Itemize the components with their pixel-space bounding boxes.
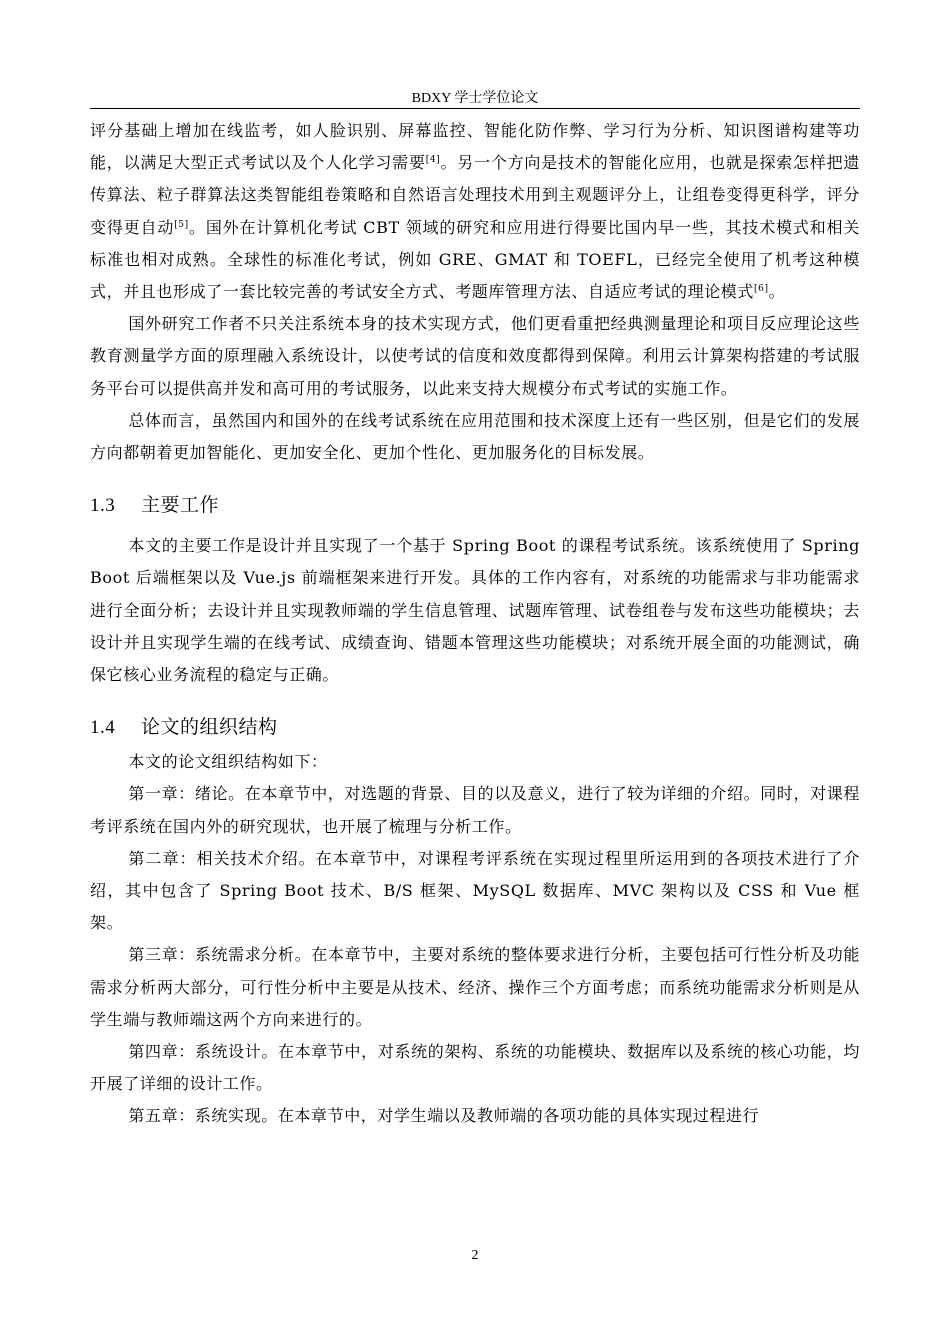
intro-p1-part-b: 。另一个方向是技术的智能化应用，也就是探索怎样把遗传算法、粒子群算法这类智能组卷策略和自然语言处理技术用到主观题评分上，让组卷变得更科学，评分变得更自动	[90, 153, 860, 237]
citation-4: [4]	[425, 155, 441, 166]
intro-paragraph-1	[90, 115, 860, 308]
section-title: 主要工作	[141, 494, 220, 517]
intro-paragraph-2: 国外研究工作者不只关注系统本身的技术实现方式，他们更看重把经典测量理论和项目反应理论这些教育测量学方面的原理融入系统设计，以使考试的信度和效度都得到保障。利用云计算架构搭建的考试服务平台可以提供高并发和高可用的考试服务，以此来支持大规模分布式考试的实施工作。	[90, 314, 860, 398]
citation-6: [6]	[754, 284, 769, 295]
intro-p1-part-a: 评分基础上增加在线监考，如人脸识别、屏幕监控、智能化防作弊、学习行为分析、知识图谱构建等功能，以满足大型正式考试以及个人化学习需要	[90, 121, 860, 173]
chapter-3-summary: 第三章：系统需求分析。在本章节中，主要对系统的整体要求进行分析，主要包括可行性分析及功能需求分析两大部分，可行性分析中主要是从技术、经济、操作三个方面考虑；而系统功能需求分析则是从学生端与教师端这两个方向来进行的。	[90, 945, 860, 1029]
intro-p1-part-d: 。	[768, 282, 786, 302]
intro-p1-part-c: 。国外在计算机化考试 CBT 领域的研究和应用进行得要比国内早一些，其技术模式和相关标准也相对成熟。全球性的标准化考试，例如 GRE、GMAT 和 TOEFL，已经完全使用了机考这种模式，并且也形成了一套比较完善的考试安全方式、考题库管理方法、自适应考试的理论模式	[90, 217, 860, 302]
main-work-paragraph: 本文的主要工作是设计并且实现了一个基于 Spring Boot 的课程考试系统。该系统使用了 Spring Boot 后端框架以及 Vue.js 前端框架来进行开发。具体的工作内容有，对系统的功能需求与非功能需求进行全面分析；去设计并且实现教师端的学生信息管理、试题库管理、试卷组卷与发布这些功能模块；去设计并且实现学生端的在线考试、成绩查询、错题本管理这些功能模块；对系统开展全面的功能测试，确保它核心业务流程的稳定与正确。	[90, 536, 860, 685]
structure-intro-paragraph: 本文的论文组织结构如下：	[128, 752, 328, 772]
chapter-4-summary: 第四章：系统设计。在本章节中，对系统的架构、系统的功能模块、数据库以及系统的核心功能，均开展了详细的设计工作。	[90, 1042, 860, 1094]
intro-paragraph-3: 总体而言，虽然国内和国外的在线考试系统在应用范围和技术深度上还有一些区别，但是它们的发展方向都朝着更加智能化、更加安全化、更加个性化、更加服务化的目标发展。	[90, 410, 860, 463]
header-rule	[90, 108, 860, 109]
page-body	[90, 115, 860, 1133]
chapter-2-summary: 第二章：相关技术介绍。在本章节中，对课程考评系统在实现过程里所运用到的各项技术进行了介绍，其中包含了 Spring Boot 技术、B/S 框架、MySQL 数据库、MVC 架构以及 CSS 和 Vue 框架。	[90, 848, 860, 933]
section-title: 论文的组织结构	[141, 716, 278, 739]
chapter-5-summary: 第五章：系统实现。在本章节中，对学生端以及教师端的各项功能的具体实现过程进行	[128, 1106, 760, 1126]
section-heading-1-4	[90, 711, 860, 744]
chapter-1-summary: 第一章：绪论。在本章节中，对选题的背景、目的以及意义，进行了较为详细的介绍。同时，对课程考评系统在国内外的研究现状，也开展了梳理与分析工作。	[90, 784, 860, 836]
page-number: 2	[471, 1248, 479, 1263]
section-number: 1.3	[90, 495, 116, 517]
section-heading-1-3	[90, 489, 860, 522]
section-number: 1.4	[90, 717, 116, 739]
page-header: BDXY 学士学位论文	[411, 91, 539, 106]
citation-5: [5]	[174, 219, 189, 230]
